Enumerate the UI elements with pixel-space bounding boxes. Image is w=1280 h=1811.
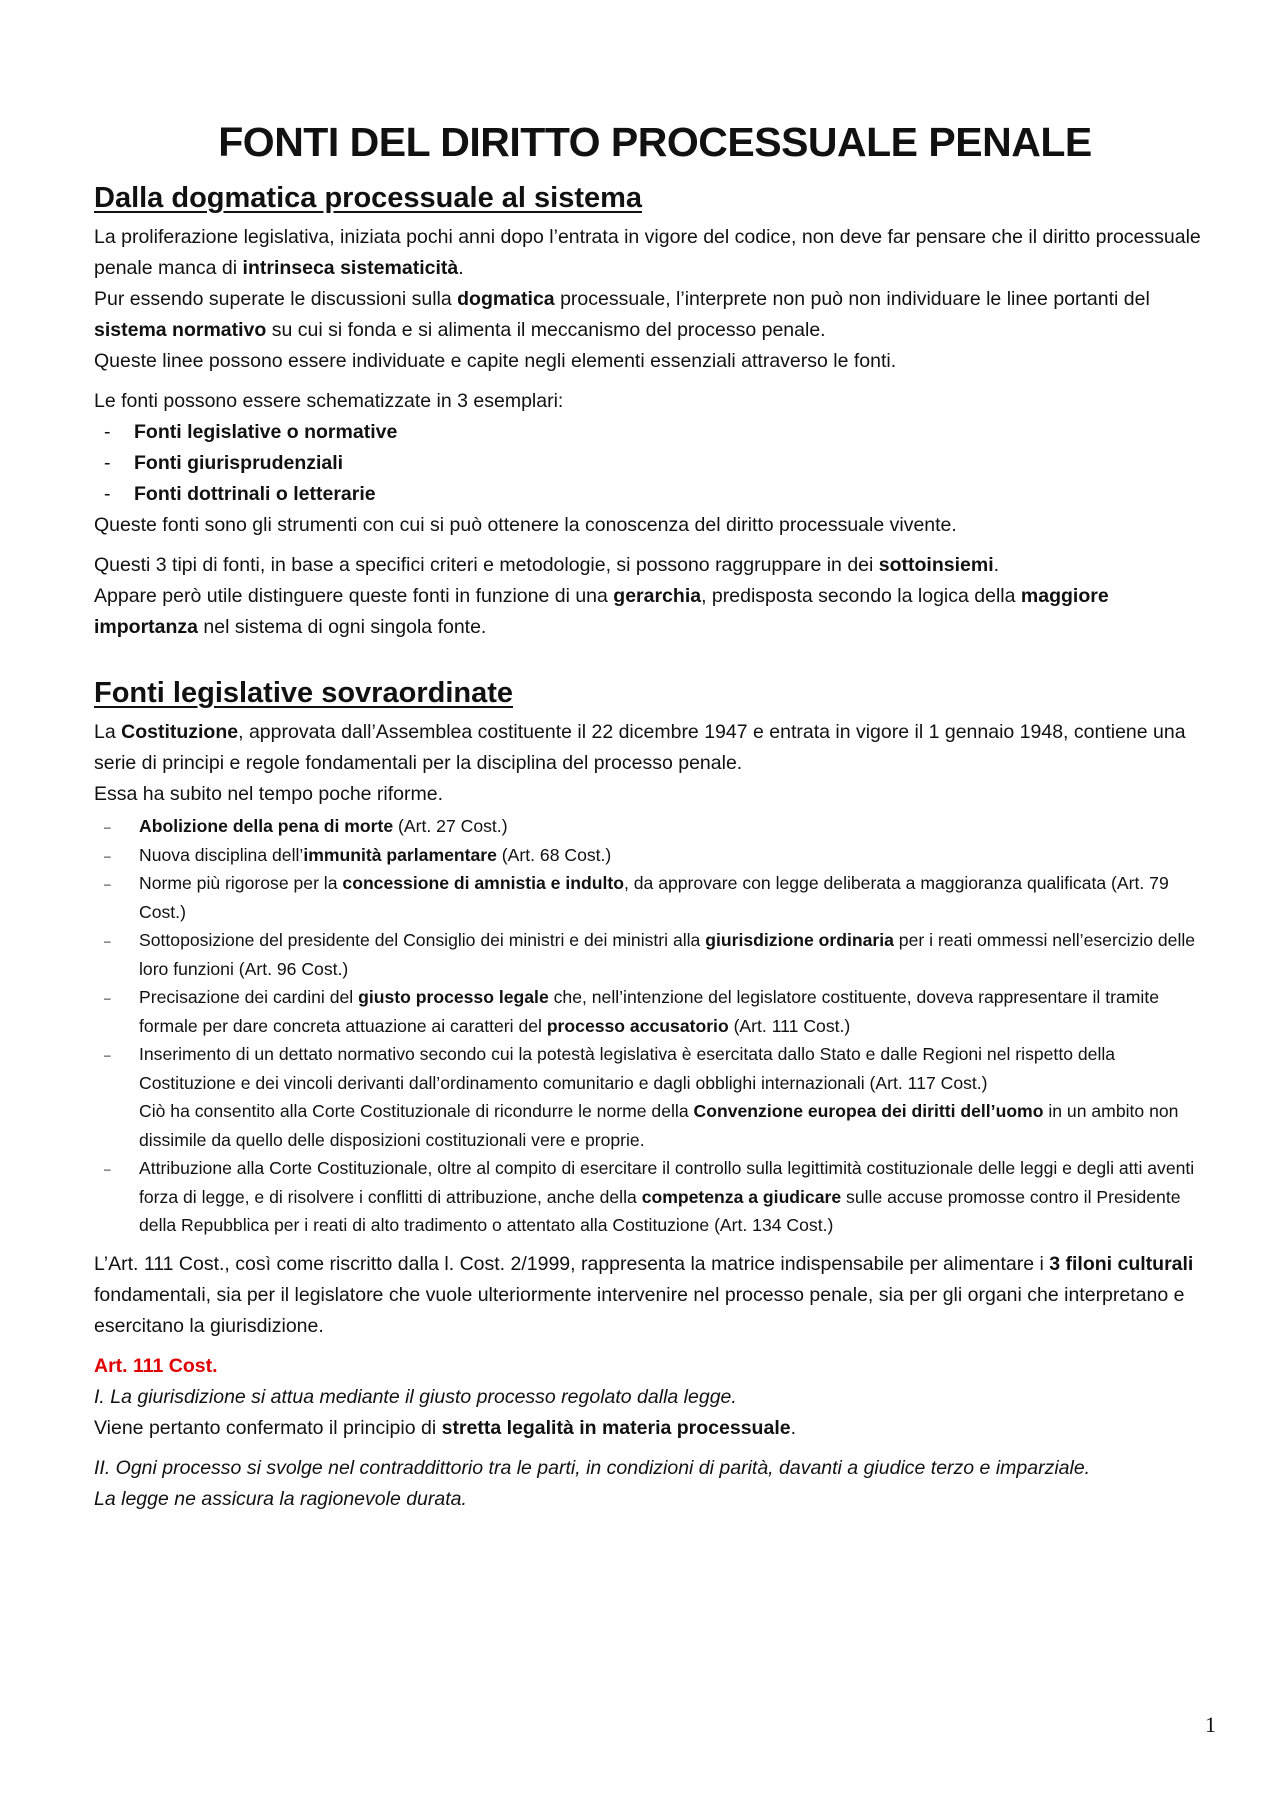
reforms-list [94, 812, 1216, 1240]
list-item: – Precisazione dei cardini del giusto processo legale che, nell’intenzione del legislatore costituente, doveva rappresentare il tramite formale per dare concreta attuazione ai caratteri del processo accusatorio (Art. 111 Cost.) [104, 983, 1216, 1040]
list-item: - Fonti giurisprudenziali [104, 448, 1216, 479]
bold-term: gerarchia [613, 585, 702, 607]
paragraph-sottoinsiemi: Questi 3 tipi di fonti, in base a specifici criteri e metodologie, si possono raggruppare in dei sottoinsiemi. Appare però utile distinguere queste fonti in funzione di una gerarchia, predisposta secondo la logica della maggiore importanza nel sistema di ogni singola fonte. [94, 554, 1109, 638]
article-111-comma-2-block [94, 1453, 1216, 1515]
list-item: – Sottoposizione del presidente del Consiglio dei ministri e dei ministri alla giurisdizione ordinaria per i reati ommessi nell’esercizio delle loro funzioni (Art. 96 Cost.) [104, 926, 1216, 983]
article-comma-1: I. La giurisdizione si attua mediante il giusto processo regolato dalla legge. [94, 1385, 737, 1408]
article-note: Viene pertanto confermato il principio di stretta legalità in materia processuale. [94, 1416, 796, 1439]
section-heading-fonti-legislative: Fonti legislative sovraordinate [94, 677, 513, 709]
bold-term: Costituzione [121, 721, 239, 743]
section-heading-dogmatica: Dalla dogmatica processuale al sistema [94, 182, 643, 214]
list-item: – Inserimento di un dettato normativo secondo cui la potestà legislativa è esercitata dallo Stato e dalle Regioni nel rispetto della Costituzione e dei vincoli derivanti dall’ordinamento comunitario e dagli obblighi internazionali (Art. 117 Cost.) Ciò ha consentito alla Corte Costituzionale di ricondurre le norme della Convenzione europea dei diritti dell’uomo in un ambito non dissimile da quello delle disposizioni costituzionali vere e proprie. [104, 1040, 1216, 1154]
bold-term: intrinseca sistematicità [242, 257, 459, 279]
article-111-block [94, 1351, 1216, 1444]
list-item: – Attribuzione alla Corte Costituzionale, oltre al compito di esercitare il controllo sulla legittimità costituzionale delle leggi e degli atti aventi forza di legge, e di risolvere i conflitti di attribuzione, anche della competenza a giudicare sulle accuse promosse contro il Presidente della Repubblica per i reati di alto tradimento o attentato alla Costituzione (Art. 134 Cost.) [104, 1154, 1216, 1240]
paragraph-proliferazione: La proliferazione legislativa, iniziata pochi anni dopo l’entrata in vigore del codice, non deve far pensare che il diritto processuale penale manca di intrinseca sistematicità. Pur essendo superate le discussioni sulla dogmatica processuale, l’interprete non può non individuare le linee portanti del sistema normativo su cui si fonda e si alimenta il meccanismo del processo penale. Queste linee possono essere individuate e capite negli elementi essenziali attraverso le fonti. [94, 226, 1201, 372]
paragraph-fonti-list: Le fonti possono essere schematizzate in 3 esemplari: - Fonti legislative o normative - Fonti giurisprudenziali - Fonti dottrinali o letterarie Queste fonti sono gli strumenti con cui si può ottenere la conoscenza del diritto processuale vivente. [94, 386, 1216, 541]
list-item: - Fonti dottrinali o letterarie [104, 479, 1216, 510]
bold-term: sottoinsiemi [878, 554, 994, 576]
bold-term: sistema normativo [94, 319, 267, 341]
article-label: Art. 111 Cost. [94, 1354, 218, 1377]
list-item: – Nuova disciplina dell’immunità parlamentare (Art. 68 Cost.) [104, 841, 1216, 870]
list-item: - Fonti legislative o normative [104, 417, 1216, 448]
bold-term: maggiore importanza [94, 585, 1109, 638]
list-item: – Norme più rigorose per la concessione di amnistia e indulto, da approvare con legge deliberata a maggioranza qualificata (Art. 79 Cost.) [104, 869, 1216, 926]
paragraph-costituzione: La Costituzione, approvata dall’Assemblea costituente il 22 dicembre 1947 e entrata in vigore il 1 gennaio 1948, contiene una serie di principi e regole fondamentali per la disciplina del processo penale. Essa ha subito nel tempo poche riforme. [94, 721, 1186, 805]
article-comma-2: II. Ogni processo si svolge nel contraddittorio tra le parti, in condizioni di parità, davanti a giudice terzo e imparziale. [94, 1456, 1091, 1479]
bold-term: 3 filoni culturali [1049, 1252, 1194, 1275]
list-item: – Abolizione della pena di morte (Art. 27 Cost.) [104, 812, 1216, 841]
paragraph-art111-intro: L’Art. 111 Cost., così come riscritto dalla l. Cost. 2/1999, rappresenta la matrice indispensabile per alimentare i 3 filoni culturali fondamentali, sia per il legislatore che vuole ulteriormente intervenire nel processo penale, sia per gli organi che interpretano e esercitano la giurisdizione. [94, 1252, 1194, 1337]
page-number: 1 [1205, 1712, 1216, 1737]
article-comma-2-durata: La legge ne assicura la ragionevole durata. [94, 1487, 467, 1510]
bold-term: dogmatica [457, 288, 555, 310]
fonti-list [94, 417, 1216, 510]
document-title: FONTI DEL DIRITTO PROCESSUALE PENALE [218, 119, 1092, 165]
